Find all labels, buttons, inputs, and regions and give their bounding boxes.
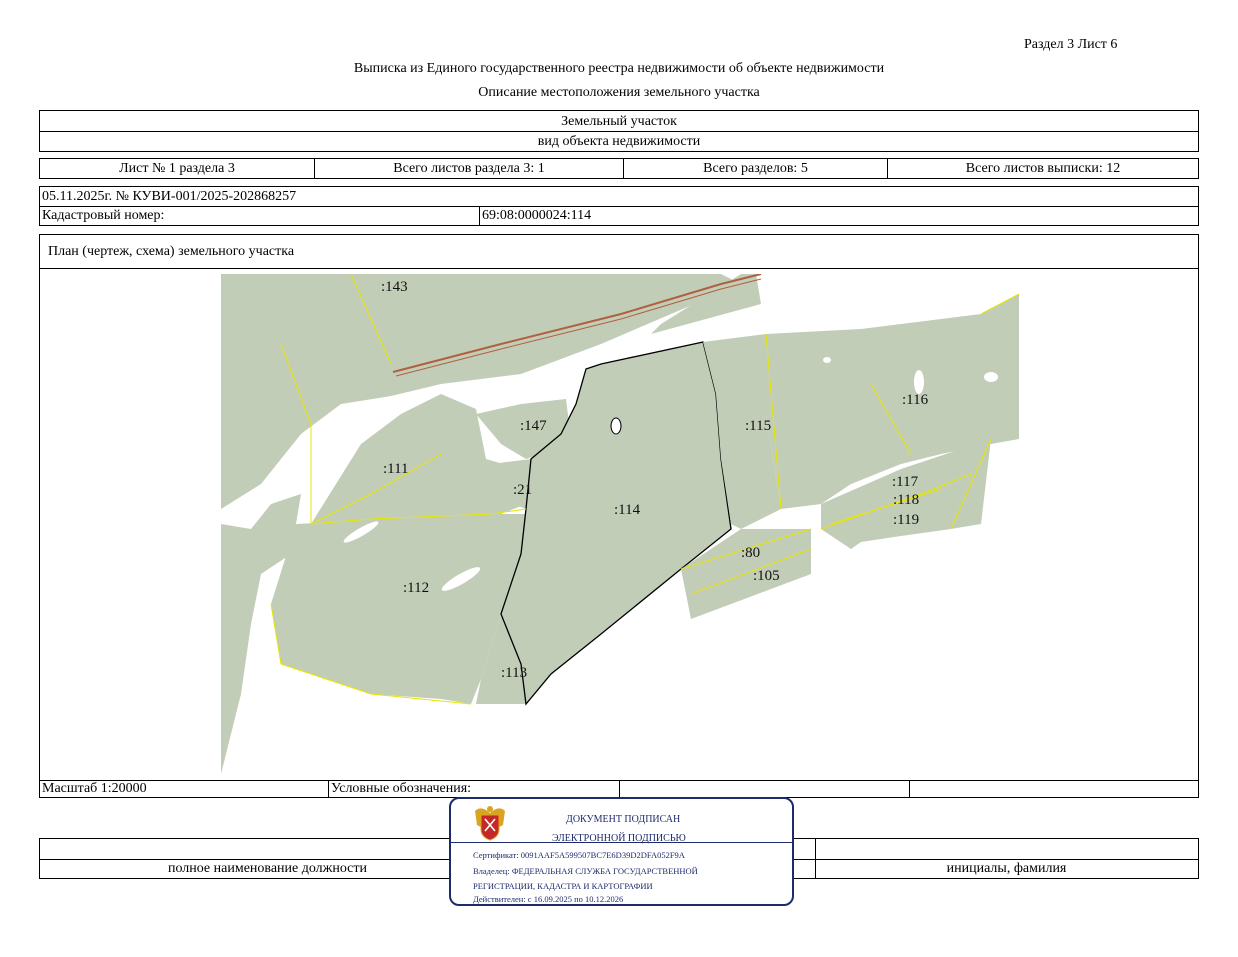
record-date-number: 05.11.2025г. № КУВИ-001/2025-202868257 — [42, 189, 297, 204]
parcel-label-113: :113 — [501, 665, 528, 681]
signature-line-2: ЭЛЕКТРОННОЙ ПОДПИСЬЮ — [552, 833, 686, 844]
sections-total: Всего разделов: 5 — [624, 159, 888, 178]
parcel-label-118: :118 — [893, 492, 920, 508]
object-type-table — [39, 110, 1199, 152]
document-title: Выписка из Единого государственного реестра недвижимости об объекте недвижимости — [353, 61, 885, 76]
parcel-label-117: :117 — [892, 474, 919, 490]
signature-certificate: Сертификат: 0091AAF5A599507BC7E6D39D2DFA052F9A — [473, 850, 685, 860]
electronic-signature-stamp — [449, 797, 794, 906]
legend-row — [39, 780, 1199, 798]
legend-label: Условные обозначения: — [329, 781, 620, 797]
parcel-label-119: :119 — [893, 512, 920, 528]
signature-owner-1: Владелец: ФЕДЕРАЛЬНАЯ СЛУЖБА ГОСУДАРСТВЕННОЙ — [473, 866, 698, 876]
document-subtitle: Описание местоположения земельного участка — [478, 85, 760, 100]
parcel-label-115: :115 — [745, 418, 772, 434]
section-sheet-label: Раздел 3 Лист 6 — [1024, 37, 1118, 52]
parcel-label-111: :111 — [383, 461, 409, 477]
parcel-label-114: :114 — [614, 502, 641, 518]
parcel-label-80: :80 — [741, 545, 761, 561]
scale-label: Масштаб 1:20000 — [40, 781, 329, 797]
parcel-label-105: :105 — [753, 568, 780, 584]
parcel-label-21: :21 — [513, 482, 533, 498]
plan-title: План (чертеж, схема) земельного участка — [48, 244, 295, 259]
legend-cell-empty-2 — [910, 781, 1198, 797]
record-table — [39, 186, 1199, 226]
extract-sheets-total: Всего листов выписки: 12 — [965, 160, 1121, 176]
object-kind: вид объекта недвижимости — [537, 134, 701, 149]
sheet-number: Лист № 1 раздела 3 — [40, 159, 315, 178]
parcel-label-116: :116 — [902, 392, 929, 408]
parcel-label-112: :112 — [403, 580, 430, 596]
signature-owner-2: РЕГИСТРАЦИИ, КАДАСТРА И КАРТОГРАФИИ — [473, 881, 653, 891]
object-name: Земельный участок — [561, 114, 677, 129]
name-caption: инициалы, фамилия — [946, 861, 1067, 876]
cadastral-label: Кадастровый номер: — [42, 208, 165, 223]
signature-valid: Действителен: с 16.09.2025 по 10.12.2026 — [473, 894, 624, 904]
signature-line-1: ДОКУМЕНТ ПОДПИСАН — [566, 814, 681, 825]
coat-of-arms-icon — [471, 803, 509, 843]
section-sheet-total: Всего листов раздела 3: 1 — [315, 159, 624, 178]
parcel-label-147: :147 — [520, 418, 547, 434]
position-caption: полное наименование должности — [167, 861, 368, 876]
legend-cell-empty — [620, 781, 910, 797]
sheets-row — [39, 158, 1199, 179]
parcel-label-143: :143 — [381, 279, 408, 295]
cadastral-number: 69:08:0000024:114 — [482, 208, 592, 223]
